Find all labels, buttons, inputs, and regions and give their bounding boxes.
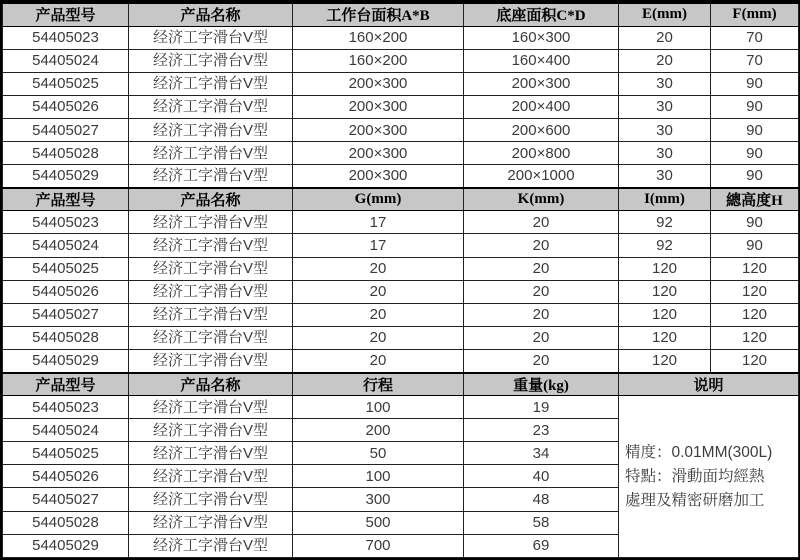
model-cell: 54405029	[3, 349, 129, 372]
data-cell: 200×600	[464, 118, 619, 141]
data-cell: 120	[619, 257, 711, 280]
note-line: 處理及精密研磨加工	[625, 491, 765, 509]
data-cell: 90	[711, 211, 799, 234]
header-cell: 产品名称	[129, 188, 293, 211]
model-cell: 54405029	[3, 534, 129, 557]
section-header-row	[3, 188, 799, 211]
product-name-cell: 经济工字滑台V型	[129, 72, 293, 95]
product-name-cell: 经济工字滑台V型	[129, 419, 293, 442]
header-cell: 總高度H	[711, 188, 799, 211]
product-name-cell: 经济工字滑台V型	[129, 211, 293, 234]
data-cell: 90	[711, 142, 799, 165]
data-cell: 20	[464, 234, 619, 257]
model-cell: 54405024	[3, 419, 129, 442]
product-name-cell: 经济工字滑台V型	[129, 26, 293, 49]
product-name-cell: 经济工字滑台V型	[129, 349, 293, 372]
header-cell: F(mm)	[711, 3, 799, 26]
data-cell: 120	[619, 280, 711, 303]
model-cell: 54405029	[3, 165, 129, 188]
data-cell: 19	[464, 396, 619, 419]
note-cell	[619, 396, 799, 558]
model-cell: 54405028	[3, 511, 129, 534]
model-cell: 54405023	[3, 26, 129, 49]
product-name-cell: 经济工字滑台V型	[129, 142, 293, 165]
data-cell: 90	[711, 95, 799, 118]
data-cell: 40	[464, 465, 619, 488]
data-cell: 20	[293, 349, 464, 372]
data-cell: 30	[619, 95, 711, 118]
note-line: 特點：滑動面均經熱	[625, 467, 765, 485]
data-cell: 48	[464, 488, 619, 511]
table-row	[3, 257, 799, 280]
product-name-cell: 经济工字滑台V型	[129, 118, 293, 141]
model-cell: 54405025	[3, 442, 129, 465]
data-cell: 120	[711, 257, 799, 280]
data-cell: 200×1000	[464, 165, 619, 188]
data-cell: 20	[293, 280, 464, 303]
product-name-cell: 经济工字滑台V型	[129, 280, 293, 303]
header-cell: 产品型号	[3, 3, 129, 26]
product-name-cell: 经济工字滑台V型	[129, 165, 293, 188]
data-cell: 90	[711, 165, 799, 188]
table-row	[3, 326, 799, 349]
table-row	[3, 165, 799, 188]
data-cell: 30	[619, 142, 711, 165]
data-cell: 700	[293, 534, 464, 557]
data-cell: 200×300	[293, 165, 464, 188]
data-cell: 160×200	[293, 26, 464, 49]
model-cell: 54405026	[3, 465, 129, 488]
product-spec-table	[2, 2, 799, 558]
data-cell: 70	[711, 49, 799, 72]
data-cell: 90	[711, 118, 799, 141]
data-cell: 120	[711, 326, 799, 349]
data-cell: 20	[464, 257, 619, 280]
data-cell: 200×300	[293, 118, 464, 141]
model-cell: 54405024	[3, 49, 129, 72]
header-cell: 底座面积C*D	[464, 3, 619, 26]
product-name-cell: 经济工字滑台V型	[129, 49, 293, 72]
model-cell: 54405023	[3, 396, 129, 419]
data-cell: 300	[293, 488, 464, 511]
header-cell: G(mm)	[293, 188, 464, 211]
data-cell: 92	[619, 211, 711, 234]
data-cell: 120	[711, 349, 799, 372]
data-cell: 500	[293, 511, 464, 534]
data-cell: 160×200	[293, 49, 464, 72]
model-cell: 54405028	[3, 142, 129, 165]
data-cell: 17	[293, 234, 464, 257]
product-name-cell: 经济工字滑台V型	[129, 303, 293, 326]
data-cell: 160×400	[464, 49, 619, 72]
section-header-row	[3, 373, 799, 396]
data-cell: 100	[293, 396, 464, 419]
header-cell: 产品名称	[129, 373, 293, 396]
table-row	[3, 26, 799, 49]
data-cell: 200×400	[464, 95, 619, 118]
table-row	[3, 349, 799, 372]
data-cell: 20	[293, 257, 464, 280]
data-cell: 100	[293, 465, 464, 488]
data-cell: 20	[464, 211, 619, 234]
data-cell: 200×300	[293, 95, 464, 118]
product-name-cell: 经济工字滑台V型	[129, 442, 293, 465]
data-cell: 50	[293, 442, 464, 465]
product-name-cell: 经济工字滑台V型	[129, 396, 293, 419]
data-cell: 30	[619, 165, 711, 188]
data-cell: 20	[619, 26, 711, 49]
model-cell: 54405026	[3, 95, 129, 118]
product-name-cell: 经济工字滑台V型	[129, 534, 293, 557]
data-cell: 90	[711, 72, 799, 95]
data-cell: 200×300	[464, 72, 619, 95]
header-cell: 工作台面积A*B	[293, 3, 464, 26]
model-cell: 54405026	[3, 280, 129, 303]
data-cell: 90	[711, 234, 799, 257]
data-cell: 20	[464, 280, 619, 303]
header-cell: 产品型号	[3, 373, 129, 396]
data-cell: 20	[464, 349, 619, 372]
table-row	[3, 95, 799, 118]
data-cell: 23	[464, 419, 619, 442]
table-row	[3, 49, 799, 72]
data-cell: 200×800	[464, 142, 619, 165]
header-cell: 产品名称	[129, 3, 293, 26]
data-cell: 70	[711, 26, 799, 49]
table-row	[3, 280, 799, 303]
data-cell: 58	[464, 511, 619, 534]
header-cell: 说明	[619, 373, 799, 396]
table-row	[3, 72, 799, 95]
header-cell: E(mm)	[619, 3, 711, 26]
table-row	[3, 234, 799, 257]
data-cell: 69	[464, 534, 619, 557]
data-cell: 160×300	[464, 26, 619, 49]
product-name-cell: 经济工字滑台V型	[129, 257, 293, 280]
product-name-cell: 经济工字滑台V型	[129, 95, 293, 118]
data-cell: 30	[619, 118, 711, 141]
table-row	[3, 211, 799, 234]
product-name-cell: 经济工字滑台V型	[129, 465, 293, 488]
table-row	[3, 118, 799, 141]
data-cell: 120	[711, 303, 799, 326]
data-cell: 120	[711, 280, 799, 303]
data-cell: 34	[464, 442, 619, 465]
model-cell: 54405025	[3, 257, 129, 280]
model-cell: 54405027	[3, 118, 129, 141]
header-cell: I(mm)	[619, 188, 711, 211]
data-cell: 92	[619, 234, 711, 257]
model-cell: 54405024	[3, 234, 129, 257]
model-cell: 54405023	[3, 211, 129, 234]
spec-table-body	[3, 3, 799, 558]
data-cell: 200	[293, 419, 464, 442]
data-cell: 30	[619, 72, 711, 95]
data-cell: 200×300	[293, 72, 464, 95]
table-row	[3, 142, 799, 165]
data-cell: 200×300	[293, 142, 464, 165]
product-name-cell: 经济工字滑台V型	[129, 511, 293, 534]
data-cell: 120	[619, 326, 711, 349]
product-name-cell: 经济工字滑台V型	[129, 488, 293, 511]
model-cell: 54405025	[3, 72, 129, 95]
product-name-cell: 经济工字滑台V型	[129, 326, 293, 349]
model-cell: 54405028	[3, 326, 129, 349]
data-cell: 20	[293, 303, 464, 326]
note-line: 精度：0.01MM(300L)	[625, 443, 773, 461]
table-row	[3, 303, 799, 326]
model-cell: 54405027	[3, 488, 129, 511]
data-cell: 20	[464, 326, 619, 349]
header-cell: 重量(kg)	[464, 373, 619, 396]
data-cell: 17	[293, 211, 464, 234]
data-cell: 120	[619, 349, 711, 372]
product-name-cell: 经济工字滑台V型	[129, 234, 293, 257]
model-cell: 54405027	[3, 303, 129, 326]
header-cell: 产品型号	[3, 188, 129, 211]
table-row	[3, 396, 799, 419]
data-cell: 120	[619, 303, 711, 326]
section-header-row	[3, 3, 799, 26]
data-cell: 20	[619, 49, 711, 72]
data-cell: 20	[293, 326, 464, 349]
header-cell: 行程	[293, 373, 464, 396]
header-cell: K(mm)	[464, 188, 619, 211]
data-cell: 20	[464, 303, 619, 326]
